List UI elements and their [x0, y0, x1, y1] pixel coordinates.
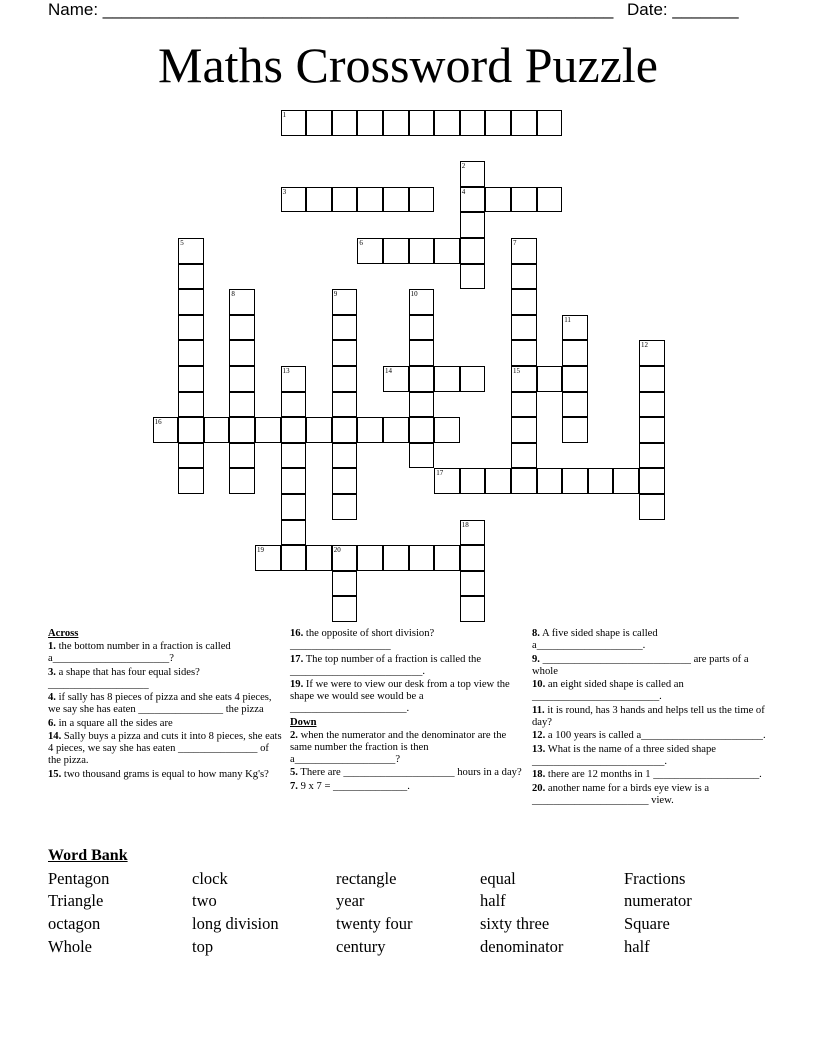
- clue-number: 14: [385, 367, 392, 375]
- crossword-cell[interactable]: [332, 366, 358, 392]
- crossword-cell[interactable]: [537, 468, 563, 494]
- name-line[interactable]: Name: ______________________________________________________: [48, 0, 614, 19]
- clue-number: 11: [564, 315, 571, 324]
- clue-down-9: 9. ____________________________ are parts of a whole: [532, 653, 749, 677]
- crossword-cell[interactable]: [409, 392, 435, 418]
- crossword-cell[interactable]: [204, 417, 230, 443]
- clue-across-14: 14. Sally buys a pizza and cuts it into 8 pieces, she eats 4 pieces, we say she has eaten _______________ of the pizza.: [48, 731, 282, 766]
- word-bank-word: sixty three: [480, 914, 550, 933]
- clue-number: 1: [282, 111, 287, 119]
- word-bank-word: octagon: [48, 914, 101, 933]
- crossword-cell[interactable]: [639, 392, 665, 418]
- clue-number: 13: [282, 367, 290, 375]
- crossword-cell[interactable]: [562, 417, 588, 443]
- crossword-cell[interactable]: [434, 238, 460, 264]
- clue-down-20: 20. another name for a birds eye view is a ______________________ view.: [532, 782, 710, 806]
- crossword-cell[interactable]: [229, 468, 255, 494]
- crossword-cell[interactable]: [409, 187, 435, 213]
- clue-down-18: 18. there are 12 months in 1 ____________________.: [532, 769, 762, 780]
- crossword-cell[interactable]: [511, 187, 537, 213]
- crossword-cell[interactable]: [588, 468, 614, 494]
- crossword-cell[interactable]: [383, 545, 409, 571]
- crossword-cell[interactable]: [460, 545, 486, 571]
- crossword-cell[interactable]: [460, 238, 486, 264]
- clue-number: 20: [333, 546, 341, 555]
- clues-column-3: [532, 628, 772, 808]
- crossword-cell[interactable]: [562, 392, 588, 418]
- word-bank-word: top: [192, 937, 214, 956]
- word-bank-word: year: [336, 891, 365, 910]
- word-bank-word: clock: [192, 869, 228, 888]
- crossword-cell[interactable]: [639, 468, 665, 494]
- crossword-cell[interactable]: [511, 340, 537, 366]
- clue-down-7: 7. 9 x 7 = ______________.: [290, 780, 410, 792]
- word-bank-word: Triangle: [48, 891, 104, 910]
- crossword-cell[interactable]: [562, 468, 588, 494]
- crossword-cell[interactable]: [434, 417, 460, 443]
- clue-down-10: 10. an eight sided shape is called an ________________________.: [532, 679, 684, 702]
- crossword-cell[interactable]: [537, 110, 563, 136]
- page-title: Maths Crossword Puzzle: [158, 37, 658, 93]
- crossword-cell[interactable]: [537, 366, 563, 392]
- clue-number: 16: [154, 418, 162, 427]
- crossword-cell[interactable]: [639, 494, 665, 520]
- crossword-cell[interactable]: [537, 187, 563, 213]
- crossword-cell[interactable]: [409, 443, 435, 469]
- crossword-cell[interactable]: [306, 545, 332, 571]
- clue-number: 17: [436, 469, 444, 478]
- crossword-cell[interactable]: [562, 366, 588, 392]
- crossword-cell[interactable]: [178, 468, 204, 494]
- crossword-cell[interactable]: [332, 571, 358, 597]
- crossword-cell[interactable]: [511, 110, 537, 136]
- crossword-cell[interactable]: [409, 340, 435, 366]
- crossword-cell[interactable]: [485, 110, 511, 136]
- crossword-cell[interactable]: [613, 468, 639, 494]
- crossword-cell[interactable]: [178, 443, 204, 469]
- crossword-cell[interactable]: [383, 417, 409, 443]
- crossword-cell[interactable]: [409, 545, 435, 571]
- clue-down-5: 5. There are _____________________ hours in a day?: [290, 767, 522, 778]
- clue-down-11: 11. it is round, has 3 hands and helps tell us the time of day?: [532, 704, 765, 728]
- crossword-cell[interactable]: [460, 110, 486, 136]
- clue-number: 7: [513, 239, 517, 247]
- clue-across-15: 15. two thousand grams is equal to how many Kg's?: [48, 768, 269, 780]
- crossword-cell[interactable]: [229, 443, 255, 469]
- crossword-cell[interactable]: [229, 340, 255, 366]
- crossword-cell[interactable]: [229, 315, 255, 341]
- word-bank-word: Square: [624, 914, 670, 933]
- clue-across-19: 19. If we were to view our desk from a top view the shape we would see would be a ______________________.: [290, 679, 510, 714]
- crossword-cell[interactable]: [409, 315, 435, 341]
- crossword-cell[interactable]: [357, 187, 383, 213]
- crossword-cell[interactable]: [409, 110, 435, 136]
- crossword-cell[interactable]: [639, 417, 665, 443]
- crossword-cell[interactable]: [332, 468, 358, 494]
- clue-across-4: 4. if sally has 8 pieces of pizza and she eats 4 pieces, we say she has eaten ________________ the pizza: [48, 692, 272, 715]
- across-heading: Across: [48, 628, 79, 639]
- word-bank-word: twenty four: [336, 914, 413, 933]
- crossword-cell[interactable]: [332, 417, 358, 443]
- crossword-cell[interactable]: [332, 596, 358, 622]
- crossword-cell[interactable]: [332, 110, 358, 136]
- crossword-cell[interactable]: [460, 571, 486, 597]
- crossword-cell[interactable]: [357, 417, 383, 443]
- crossword-cell[interactable]: [178, 264, 204, 290]
- crossword-cell[interactable]: [281, 494, 307, 520]
- crossword-cell[interactable]: [332, 494, 358, 520]
- clue-across-16: 16. the opposite of short division? ___________________: [290, 628, 435, 651]
- clue-number: 4: [461, 187, 466, 196]
- crossword-cell[interactable]: [511, 264, 537, 290]
- down-heading: Down: [290, 716, 317, 728]
- crossword-cell[interactable]: [511, 417, 537, 443]
- word-bank-word: Whole: [48, 937, 92, 956]
- crossword-cell[interactable]: [409, 417, 435, 443]
- crossword-cell[interactable]: [511, 315, 537, 341]
- crossword-cell[interactable]: [511, 289, 537, 315]
- clue-number: 12: [641, 341, 648, 350]
- crossword-cell[interactable]: [383, 238, 409, 264]
- crossword-cell[interactable]: [178, 289, 204, 315]
- clue-down-13: 13. What is the name of a three sided shape _________________________.: [532, 743, 716, 767]
- crossword-cell[interactable]: [460, 212, 486, 238]
- word-bank-word: half: [624, 937, 650, 956]
- word-bank-word: Fractions: [624, 869, 686, 888]
- clues-column-1: [48, 628, 284, 782]
- crossword-cell[interactable]: [434, 110, 460, 136]
- crossword-cell[interactable]: [511, 392, 537, 418]
- crossword-cell[interactable]: [281, 443, 307, 469]
- crossword-cell[interactable]: [255, 417, 281, 443]
- crossword-cell[interactable]: [332, 443, 358, 469]
- clue-number: 8: [231, 290, 235, 299]
- clue-across-1: 1. the bottom number in a fraction is called a______________________?: [48, 641, 231, 664]
- clue-across-6: 6. in a square all the sides are: [48, 717, 173, 729]
- clue-across-3: 3. a shape that has four equal sides? ___________________: [48, 666, 200, 690]
- clue-number: 15: [513, 367, 520, 375]
- crossword-cell[interactable]: [434, 545, 460, 571]
- crossword-cell[interactable]: [639, 366, 665, 392]
- word-bank-word: Pentagon: [48, 869, 110, 888]
- crossword-cell[interactable]: [562, 340, 588, 366]
- crossword-cell[interactable]: [434, 366, 460, 392]
- word-bank-word: half: [480, 891, 506, 910]
- crossword-cell[interactable]: [357, 110, 383, 136]
- clues-column-2: [290, 628, 526, 794]
- crossword-cell[interactable]: [281, 468, 307, 494]
- crossword-cell[interactable]: [178, 417, 204, 443]
- crossword-cell[interactable]: [178, 366, 204, 392]
- clue-number: 18: [461, 520, 469, 529]
- crossword-cell[interactable]: [281, 520, 307, 546]
- clue-down-8: 8. A five sided shape is called a____________________.: [532, 628, 658, 651]
- crossword-cell[interactable]: [178, 315, 204, 341]
- word-bank-title: Word Bank: [48, 847, 128, 864]
- crossword-cell[interactable]: [409, 366, 435, 392]
- clue-number: 10: [410, 290, 418, 299]
- crossword-cell[interactable]: [229, 417, 255, 443]
- clue-down-12: 12. a 100 years is called a_______________________.: [532, 730, 766, 741]
- crossword-cell[interactable]: [178, 392, 204, 418]
- crossword-cell[interactable]: [460, 264, 486, 290]
- crossword-cell[interactable]: [281, 392, 307, 418]
- crossword-cell[interactable]: [460, 366, 486, 392]
- crossword-cell[interactable]: [485, 187, 511, 213]
- word-bank-word: numerator: [624, 891, 692, 910]
- crossword-cell[interactable]: [332, 392, 358, 418]
- clue-number: 2: [461, 162, 466, 171]
- clue-down-2: 2. when the numerator and the denominator are the same number the fraction is then a___________________?: [290, 729, 507, 765]
- crossword-cell[interactable]: [306, 110, 332, 136]
- crossword-cell[interactable]: [332, 315, 358, 341]
- clue-number: 19: [257, 546, 264, 555]
- clue-across-17: 17. The top number of a fraction is called the _________________________.: [290, 653, 482, 677]
- crossword-cell[interactable]: [332, 340, 358, 366]
- crossword-cell[interactable]: [639, 443, 665, 469]
- crossword-cell[interactable]: [229, 392, 255, 418]
- crossword-cell[interactable]: [229, 366, 255, 392]
- crossword-cell[interactable]: [511, 443, 537, 469]
- crossword-cell[interactable]: [332, 187, 358, 213]
- crossword-cell[interactable]: [460, 596, 486, 622]
- word-bank-word: equal: [480, 869, 516, 888]
- crossword-cell[interactable]: [306, 187, 332, 213]
- crossword-cell[interactable]: [357, 545, 383, 571]
- clue-number: 5: [180, 239, 184, 247]
- clue-number: 9: [333, 290, 338, 299]
- crossword-cell[interactable]: [281, 545, 307, 571]
- word-bank-word: rectangle: [336, 869, 397, 888]
- date-line[interactable]: Date: _______: [627, 0, 739, 19]
- crossword-cell[interactable]: [383, 187, 409, 213]
- crossword-cell[interactable]: [485, 468, 511, 494]
- crossword-cell[interactable]: [306, 417, 332, 443]
- crossword-cell[interactable]: [460, 468, 486, 494]
- crossword-cell[interactable]: [511, 468, 537, 494]
- word-bank-word: two: [192, 891, 217, 910]
- crossword-cell[interactable]: [383, 110, 409, 136]
- crossword-cell[interactable]: [409, 238, 435, 264]
- crossword-cell[interactable]: [178, 340, 204, 366]
- word-bank-word: long division: [192, 914, 279, 933]
- word-bank-word: denominator: [480, 937, 564, 956]
- crossword-cell[interactable]: [281, 417, 307, 443]
- clue-number: 6: [359, 239, 363, 247]
- word-bank-word: century: [336, 937, 386, 956]
- clue-number: 3: [282, 187, 287, 196]
